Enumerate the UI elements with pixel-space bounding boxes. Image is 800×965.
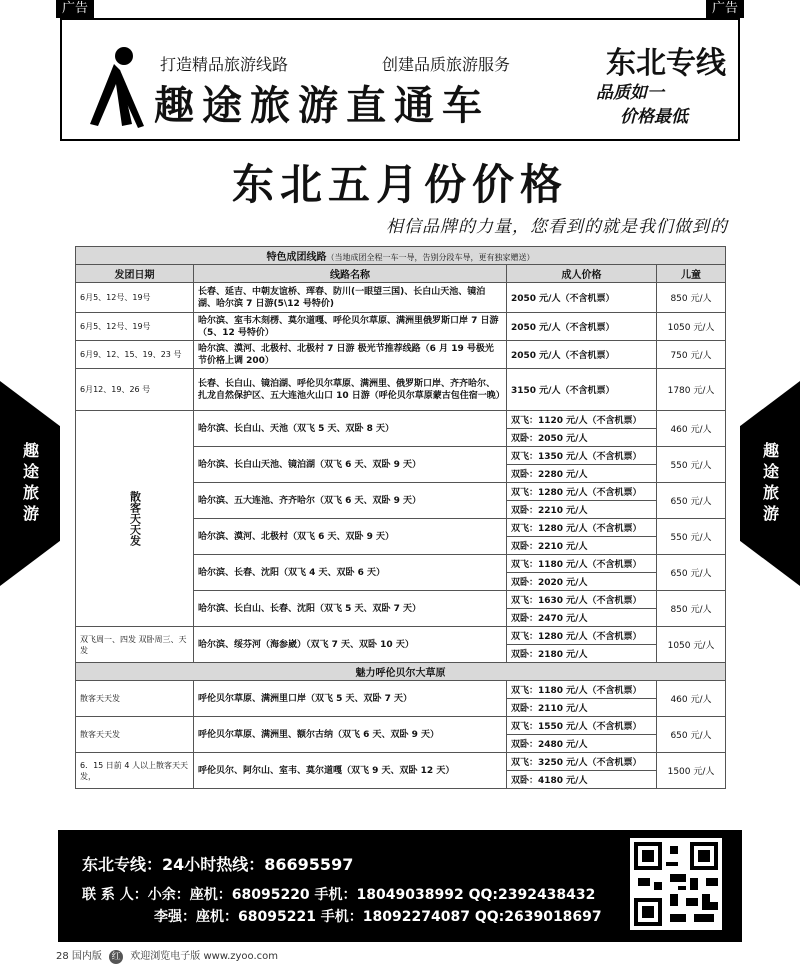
side-label-left: 趣 途 旅 游: [22, 441, 39, 523]
magazine-badge-icon: 红: [109, 950, 123, 964]
slogan-left: 打造精品旅游线路: [160, 55, 289, 74]
quality-line-1: 品质如一: [596, 83, 664, 103]
table-row: 散客天天发 呼伦贝尔草原、满洲里口岸（双飞 5 天、双卧 7 天） 双飞：1180 元/人（不含机票） 460 元/人: [76, 681, 726, 699]
section-header-2: 魅力呼伦贝尔大草原: [76, 663, 726, 681]
table-row: 6月5、12号、19号 哈尔滨、室韦木刻楞、莫尔道嘎、呼伦贝尔草原、满洲里俄罗斯口岸 7 日游（5、12 号特价） 2050 元/人（不含机票） 1050 元/人: [76, 313, 726, 341]
contact-line-2: 李强：座机：68095221 手机：18092274087 QQ:2639018697: [154, 909, 602, 925]
contact-footer: [58, 830, 742, 942]
brand-title: 趣途旅游直通车: [154, 83, 490, 129]
table-row: 6月5、12号、19号 长春、延吉、中朝友谊桥、珲春、防川(一眼望三国)、长白山天池、镜泊湖、哈尔滨 7 日游(5\12 号特价) 2050 元/人（不含机票） 850 元/人: [76, 283, 726, 313]
table-row: 哈尔滨、漠河、北极村（双飞 6 天、双卧 9 天） 双飞：1280 元/人（不含机票） 550 元/人: [76, 519, 726, 537]
table-row: 6月12、19、26 号 长春、长白山、镜泊湖、呼伦贝尔草原、满洲里、俄罗斯口岸、齐齐哈尔、扎龙自然保护区、五大连池火山口 10 日游（呼伦贝尔草原蒙古包住宿一晚） 3150 元/人（不含机票） 1780 元/人: [76, 369, 726, 411]
table-row: 6月9、12、15、19、23 号 哈尔滨、漠河、北极村、北极村 7 日游 极光节推荐线路（6 月 19 号极光节价格上调 200） 2050 元/人（不含机票） 750 元/人: [76, 341, 726, 369]
table-row: 散客天天发 哈尔滨、长白山、天池（双飞 5 天、双卧 8 天） 双飞：1120 元/人（不含机票） 460 元/人: [76, 411, 726, 429]
ad-tag-right: 广告: [706, 0, 744, 18]
daily-label: 散客天天发: [76, 411, 194, 627]
hotline: 东北专线：24小时热线：86695597: [82, 855, 354, 874]
ad-tag-left: 广告: [56, 0, 94, 18]
contact-line-1: 联 系 人：小余：座机：68095220 手机：18049038992 QQ:2392438432: [82, 887, 596, 903]
table-row: 6．15 日前 4 人以上散客天天发， 呼伦贝尔、阿尔山、室韦、莫尔道嘎（双飞 9 天、双卧 12 天） 双飞：3250 元/人（不含机票） 1500 元/人: [76, 753, 726, 771]
table-row: 哈尔滨、长白山、长春、沈阳（双飞 5 天、双卧 7 天） 双飞：1630 元/人（不含机票） 850 元/人: [76, 591, 726, 609]
northeast-line-title: 东北专线: [606, 46, 726, 81]
page-footer: [56, 947, 278, 964]
table-row: 散客天天发 呼伦贝尔草原、满洲里、额尔古纳（双飞 6 天、双卧 9 天） 双飞：1550 元/人（不含机票） 650 元/人: [76, 717, 726, 735]
logo-figure-icon: [84, 44, 148, 130]
side-label-right: 趣 途 旅 游: [762, 441, 779, 523]
page-title: 东北五月份价格: [231, 160, 568, 209]
table-row: 哈尔滨、长春、沈阳（双飞 4 天、双卧 6 天） 双飞：1180 元/人（不含机票） 650 元/人: [76, 555, 726, 573]
page-subtitle: 相信品牌的力量，您看到的就是我们做到的: [386, 217, 728, 237]
column-headers: 发团日期 线路名称 成人价格 儿童: [76, 265, 726, 283]
price-table: 特色成团线路（当地成团全程一车一导，告别分段车导，更有独家赠送） 发团日期 线路名称 成人价格 儿童 6月5、12号、19号 长春、延吉、中朝友谊桥、珲春、防川(一眼望三国)、长白山天池、镜泊湖、哈尔滨 7 日游(5\12 号特价) 2050 元/人（不含机票） 850 元/人 6月5、12号、19号 哈尔滨、室韦木刻楞、莫尔道嘎、呼伦贝尔草原、满洲里俄罗斯口岸 7 日游（5、12 号特价） 2050 元/人（不含机票） 1050 元/人 6月9、12、15、19、23 号 哈尔滨、漠河、北极村、北极村 7 日游 极光节推荐线路（6 月 19 号极光节价格上调 200） 2050 元/人（不含机票） 750 元/人 6月12、19、26 号 长春、长白山、镜泊湖、呼伦贝尔草原、满洲里、俄罗斯口岸、齐齐哈尔、扎龙自然保护区、五大连池火山口 10 日游（呼伦贝尔草原蒙古包住宿一晚） 3150 元/人（不含机票） 1780 元/人 散客天天发 哈尔滨、长白山、天池（双飞 5 天、双卧 8 天） 双飞：1120 元/人（不含机票） 460 元/人 双卧：2050 元/人 哈尔滨、长白山天池、镜泊湖（双飞 6 天、双卧 9 天） 双飞：1350 元/人（不含机票） 550 元/人 双卧：2280 元/人 哈尔滨、五大连池、齐齐哈尔（双飞 6 天、双卧 9 天） 双飞：1280 元/人（不含机票） 650 元/人 双卧：2210 元/人 哈尔滨、漠河、北极村（双飞 6 天、双卧 9 天） 双飞：1280 元/人（不含机票） 550 元/人 双卧：2210 元/人 哈尔滨、长春、沈阳（双飞 4 天、双卧 6 天） 双飞：1180 元/人（不含机票） 650 元/人 双卧：2020 元/人 哈尔滨、长白山、长春、沈阳（双飞 5 天、双卧 7 天） 双飞：1630 元/人（不含机票） 850 元/人 双卧：2470 元/人 双飞周一、四发 双卧周三、天发 哈尔滨、绥芬河（海参崴）（双飞 7 天、双卧 10 天） 双飞：1280 元/人（不含机票） 1050 元/人 双卧：2180 元/人 魅力呼伦贝尔大草原 散客天天发 呼伦贝尔草原、满洲里口岸（双飞 5 天、双卧 7 天） 双飞：1180 元/人（不含机票） 460 元/人 双卧：2110 元/人 散客天天发 呼伦贝尔草原、满洲里、额尔古纳（双飞 6 天、双卧 9 天） 双飞：1550 元/人（不含机票） 650 元/人 双卧：2480 元/人 6．15 日前 4 人以上散客天天发， 呼伦贝尔、阿尔山、室韦、莫尔道嘎（双飞 9 天、双卧 12 天） 双飞：3250 元/人（不含机票） 1500 元/人 双卧：4180 元/人: [75, 246, 726, 789]
qr-code-icon: [630, 838, 722, 930]
page-number: 28 国内版: [56, 951, 102, 962]
table-row: 哈尔滨、五大连池、齐齐哈尔（双飞 6 天、双卧 9 天） 双飞：1280 元/人（不含机票） 650 元/人: [76, 483, 726, 501]
slogan-right: 创建品质旅游服务: [382, 55, 511, 74]
table-row: 双飞周一、四发 双卧周三、天发 哈尔滨、绥芬河（海参崴）（双飞 7 天、双卧 10 天） 双飞：1280 元/人（不含机票） 1050 元/人: [76, 627, 726, 645]
quality-line-2: 价格最低: [620, 107, 688, 127]
section-header: 特色成团线路（当地成团全程一车一导，告别分段车导，更有独家赠送）: [76, 247, 726, 265]
site-link[interactable]: 欢迎浏览电子版 www.zyoo.com: [130, 951, 279, 962]
table-row: 哈尔滨、长白山天池、镜泊湖（双飞 6 天、双卧 9 天） 双飞：1350 元/人（不含机票） 550 元/人: [76, 447, 726, 465]
